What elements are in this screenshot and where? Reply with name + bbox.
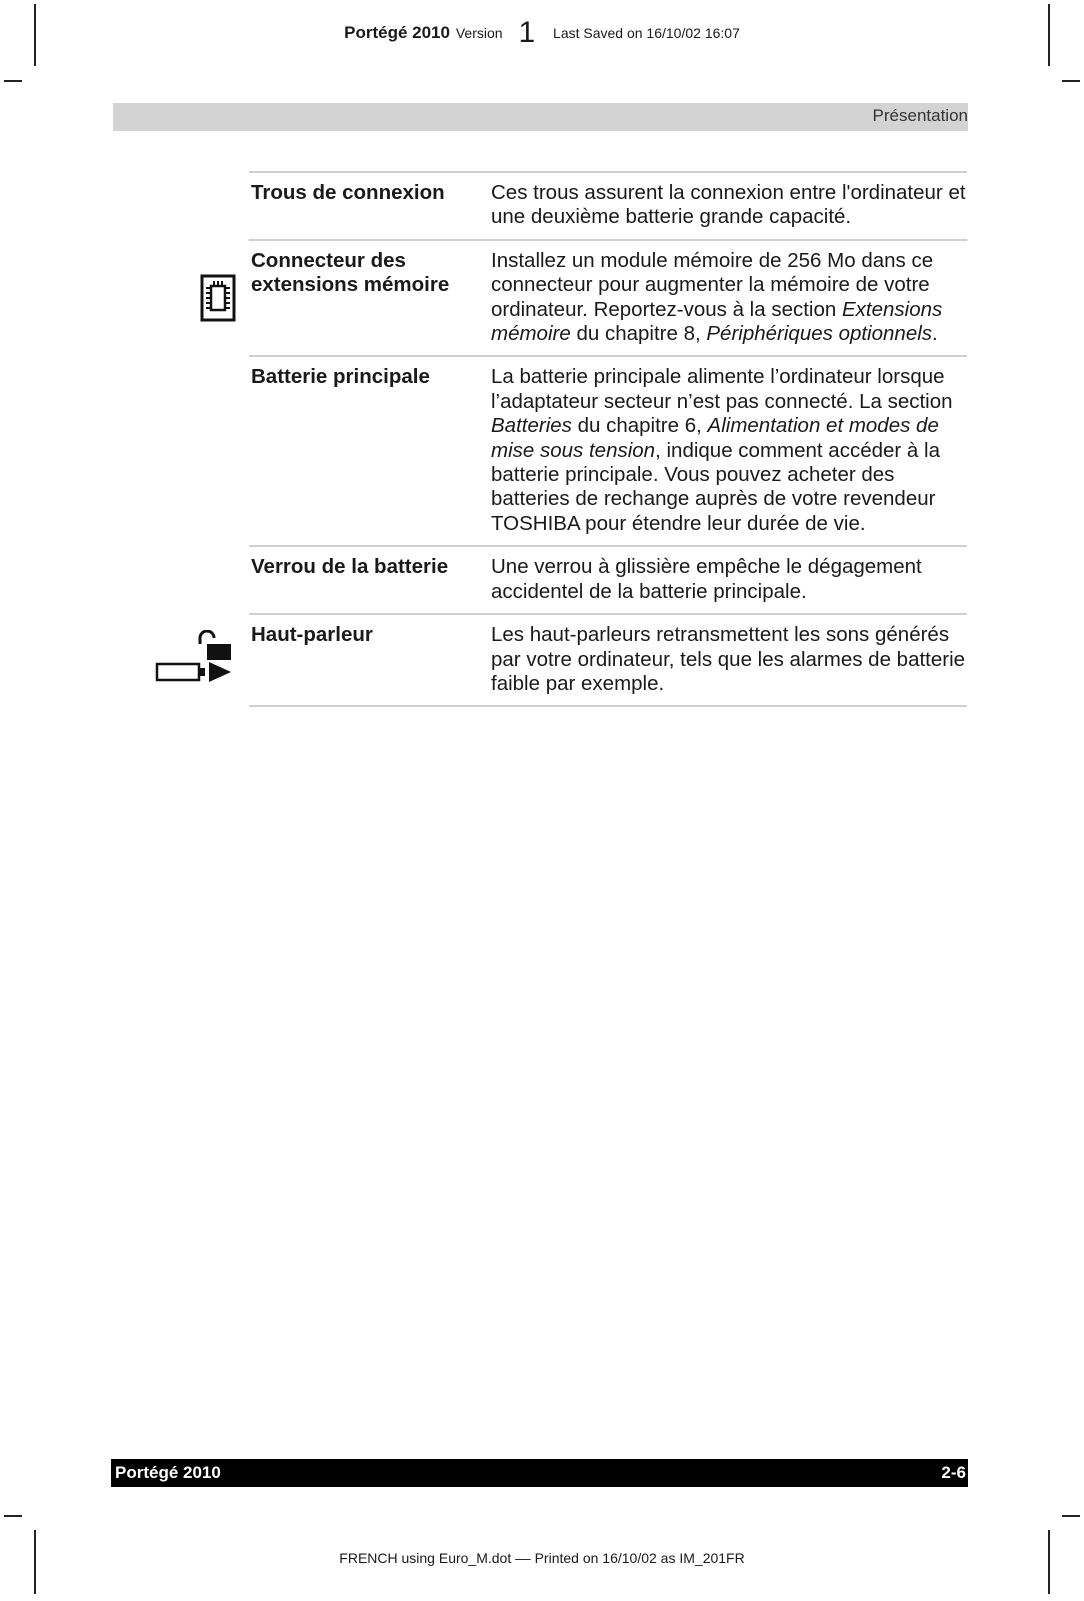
header-version-number: 1 xyxy=(518,16,536,49)
description-text: La batterie principale alimente l’ordinateur lorsque l’adaptateur secteur n’est pas connecté. La section xyxy=(491,365,953,413)
row-term: Verrou de la batterie xyxy=(251,555,449,579)
description-text: , indique comment accéder à la batterie principale. Vous pouvez acheter des batteries de rechange auprès de votre revendeur TOSHIBA pour étendre leur durée de vie. xyxy=(491,438,940,535)
description-text: Une verrou à glissière empêche le dégagement accidentel de la batterie principale. xyxy=(491,555,922,603)
row-term: Trous de connexion xyxy=(251,181,445,204)
italic-reference: Alimentation et modes de mise sous tension xyxy=(491,414,939,462)
print-info: FRENCH using Euro_M.dot –– Printed on 16/10/02 as IM_201FR xyxy=(339,1550,745,1566)
table-row xyxy=(249,615,967,707)
footer-bar xyxy=(111,1459,968,1487)
description-text: Ces trous assurent la connexion entre l'ordinateur et une deuxième batterie grande capacité. xyxy=(491,181,966,229)
description-text: . xyxy=(932,322,938,346)
row-term: Haut-parleur xyxy=(251,623,373,647)
crop-mark xyxy=(1062,80,1080,82)
row-description xyxy=(491,249,967,347)
page-number: 2-6 xyxy=(941,1463,966,1482)
row-description xyxy=(491,181,967,230)
italic-reference: Périphériques optionnels xyxy=(706,322,933,346)
description-text: du chapitre 8, xyxy=(570,322,707,346)
row-description xyxy=(491,623,967,696)
memory-module-icon xyxy=(200,274,236,327)
table-row xyxy=(249,173,967,241)
row-term: Connecteur des extensions mémoire xyxy=(251,248,450,297)
description-text: Installez un module mémoire de 256 Mo dans ce connecteur pour augmenter la mémoire de votre ordinateur. Reportez-vous à la section xyxy=(491,248,934,321)
header-version-label: Version xyxy=(455,25,503,41)
document-header xyxy=(0,16,1084,50)
crop-mark xyxy=(4,1515,22,1517)
battery-lock-icon xyxy=(155,630,235,691)
section-band xyxy=(113,103,968,131)
header-product: Portégé 2010 xyxy=(344,23,450,42)
row-term: Batterie principale xyxy=(251,365,430,389)
row-description xyxy=(491,365,967,536)
table-row xyxy=(249,241,967,358)
crop-mark xyxy=(1062,1515,1080,1517)
row-description xyxy=(491,555,967,604)
definition-table xyxy=(249,171,967,707)
footer-product: Portégé 2010 xyxy=(115,1463,221,1482)
description-text: Les haut-parleurs retransmettent les sons générés par votre ordinateur, tels que les alarmes de batterie faible par exemple. xyxy=(491,623,966,695)
italic-reference: Extensions mémoire xyxy=(491,297,943,346)
description-text: du chapitre 6, xyxy=(571,414,708,438)
table-row xyxy=(249,357,967,547)
table-row xyxy=(249,547,967,615)
header-last-saved: Last Saved on 16/10/02 16:07 xyxy=(553,25,740,41)
section-title: Présentation xyxy=(872,106,968,125)
italic-reference: Batteries xyxy=(491,414,572,438)
crop-mark xyxy=(4,80,22,82)
